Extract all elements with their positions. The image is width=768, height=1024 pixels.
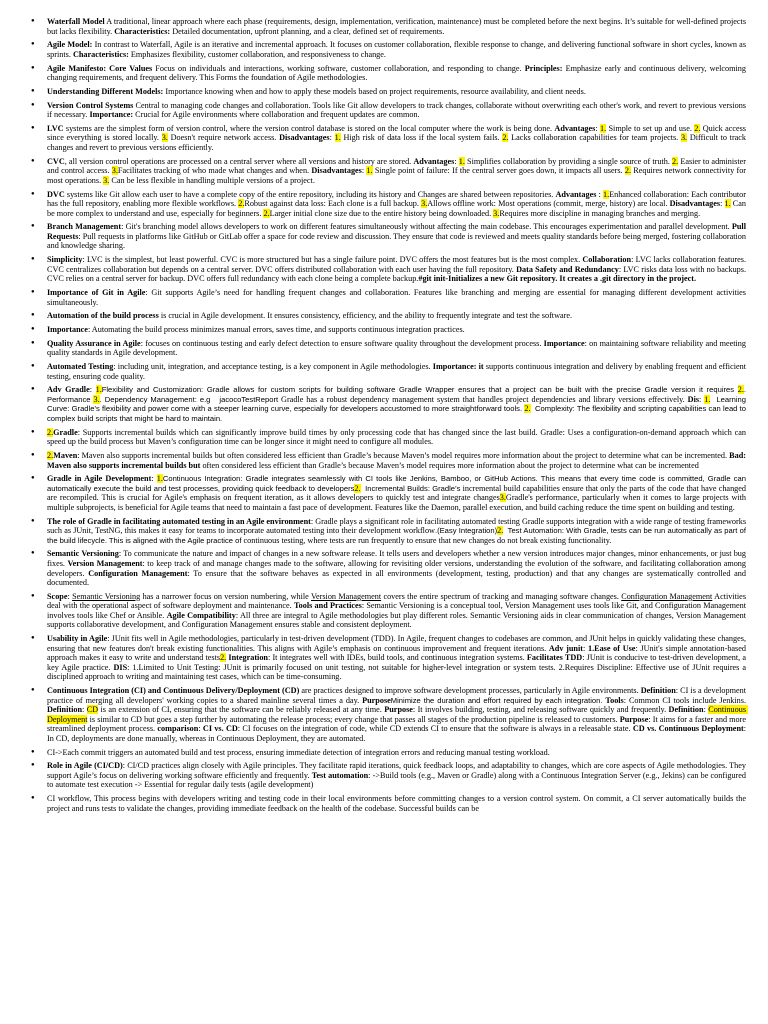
- body-text: Quick access since everything is stored locally.: [47, 123, 749, 143]
- body-text: : In CD, deployments are done manually, whereas in Continuous Deployment, they are automated.: [47, 724, 749, 743]
- body-text: Requires more discipline in managing branches and merging.: [499, 208, 701, 218]
- body-text: systems are the simplest form of version control, where the version control database is stored on the local computer where the work is being done.: [63, 123, 555, 133]
- bold-term: Purpose: [384, 705, 413, 715]
- body-text: : CI/CD practices align closely with Agile principles. They facilitate rapid iterations, quick feedback loops, and adaptability to changes, which are core aspects of Agile methodologies. They support Agile’s focus on delivering working software efficiently and frequently.: [47, 761, 749, 780]
- highlighted-text: 3.: [111, 166, 118, 176]
- highlighted-text: 1.: [724, 199, 731, 209]
- bold-term: Principles:: [524, 63, 563, 73]
- bold-term: Branch Management: [47, 222, 122, 232]
- highlighted-text: 1.: [334, 133, 341, 143]
- note-item: [47, 338, 749, 358]
- highlighted-text: 1.: [458, 156, 465, 166]
- body-text: CI workflow, This process begins with developers writing and testing code in their local environments before committing changes to a version control system. On commit, a CI server automatically builds the project and runs tests to validate the changes, providing immediate feedback on the health of the codebase. Successful builds can be: [47, 794, 749, 813]
- note-item: [47, 474, 749, 512]
- bold-term: Definition: [668, 705, 704, 715]
- body-text: Emphasizes flexibility, customer collaboration, and responsiveness to change.: [128, 49, 386, 59]
- bold-term: Gradle in Agile Development: [47, 474, 152, 484]
- highlighted-text: 2.: [502, 133, 509, 143]
- highlighted-text: 2.: [694, 123, 701, 133]
- bold-term: Importance: it: [432, 362, 484, 372]
- body-text: Requires network connectivity for most operations.: [47, 166, 749, 185]
- body-text: : 1.Limited to Unit Testing: JUnit is primarily focused on unit testing, not suitable for higher-level integration or system tests. 2.Requires Discipline: Effective use of JUnit requires a disciplined approach to writing and maintaining test cases, which can be time-consuming.: [47, 662, 749, 682]
- bold-term: Disadvantages: [311, 166, 362, 176]
- pasted-text: . Performance: [47, 385, 749, 404]
- note-item: [47, 255, 749, 284]
- highlighted-text: 1.: [602, 189, 610, 199]
- body-text: Facilitates tracking of who made what changes and when.: [117, 166, 312, 176]
- bold-term: Advantages: [554, 123, 596, 133]
- bold-term: Gradle: [53, 427, 78, 437]
- bold-term: Advantages: [413, 156, 455, 166]
- body-text: :: [67, 591, 73, 601]
- note-item: [47, 549, 749, 588]
- body-text: : to keep track of and manage changes made to the software, allowing for revisiting older versions, understanding the evolution of the software, and facilitating collaboration among developers.: [47, 559, 749, 578]
- bold-term: Tools: [605, 695, 624, 705]
- underlined-text: Configuration Management: [621, 591, 713, 601]
- bold-term: CI vs. CD: [202, 724, 238, 734]
- bold-term: comparison: [157, 724, 199, 734]
- bold-term: Importance: [543, 338, 585, 348]
- body-text: is similar to CD but goes a step further by automating the release process; every change that passes all stages of the production pipeline is released to customers.: [87, 714, 620, 724]
- highlighted-text: 2.: [220, 653, 227, 663]
- body-text: : Automating the build process minimizes manual errors, saves time, and supports continuous integration practices.: [87, 325, 465, 335]
- body-text: Simplifies collaboration by providing a single source of truth.: [464, 156, 673, 166]
- note-item: [47, 362, 749, 381]
- body-text: : JUnit fits well in Agile methodologies, particularly in test-driven development (TDD). In Agile, frequent changes to codebases are common, and JUnit helps in quickly validating these changes, ensuring that new features don't break existing functionalities. This aligns with Agile’s emphasis on continuous improvement and frequent iterations.: [47, 634, 749, 653]
- pasted-text: Continuous Integration: Gradle integrates seamlessly with CI tools like Jenkins, Bamboo, or GitHub Actions. This means that every time code is committed, Gradle can automatically execute the build and test processes, providing quick feedback to developers: [47, 474, 749, 493]
- body-text: : It aims for a faster and more streamlined deployment process.: [47, 714, 749, 734]
- highlighted-text: 2.: [497, 526, 504, 536]
- bold-term: Simplicity: [47, 255, 83, 265]
- note-item: [47, 17, 749, 36]
- highlighted-text: CD: [86, 705, 99, 715]
- bold-term: CVC: [47, 156, 65, 166]
- bold-term: Version Management: [67, 559, 143, 568]
- note-item: [47, 325, 746, 335]
- note-item: [47, 450, 749, 470]
- note-item: [47, 385, 749, 423]
- body-text: :: [454, 156, 459, 166]
- note-item: [47, 634, 749, 682]
- body-text: :: [151, 474, 157, 484]
- note-item: [47, 87, 746, 97]
- bold-term: Version Control Systems: [47, 100, 134, 110]
- highlighted-text: 2.: [238, 199, 245, 209]
- body-text: : Maven also supports incremental builds but often considered less efficient than Gradle’s because Maven’s model requires more information about the project to determine what can be incremented.: [77, 450, 730, 460]
- body-text: :: [89, 385, 96, 395]
- note-item: [47, 189, 749, 219]
- bold-term: Waterfall Model: [47, 17, 105, 26]
- body-text: Robust against data loss: Each clone is a full backup.: [244, 199, 422, 209]
- body-text: Central to managing code changes and collaboration. Tools like Git allow developers to track changes, collaborate without overwriting each other's work, and revert to previous versions if necessary.: [47, 100, 749, 120]
- body-text: : LVC lacks collaboration features. CVC centralizes collaboration but depends on a central server. DVC offers distributed collaboration with each user having the full repository.: [47, 255, 749, 274]
- bold-term: Importance of Git in Agile: [47, 288, 146, 297]
- highlighted-text: 3.: [161, 133, 168, 143]
- note-item: [47, 40, 749, 59]
- highlighted-text: 2.: [354, 483, 361, 493]
- highlighted-text: 1.: [366, 166, 373, 176]
- body-text: :: [595, 123, 600, 133]
- bold-term: Usability in Agile: [47, 634, 108, 644]
- bold-term: Automation of the build process: [47, 311, 159, 321]
- body-text: :: [703, 705, 709, 715]
- bold-term: Definition: [47, 705, 83, 715]
- bold-term: The role of Gradle in facilitating automated testing in an Agile environment: [47, 516, 311, 526]
- bold-term: Adv Gradle: [47, 385, 90, 395]
- pasted-text: .(Easy Integration): [434, 526, 498, 536]
- body-text: :: [720, 199, 725, 209]
- pasted-text: Flexibility and Customization: Gradle allows for custom scripts for building software Gradle Wrapper ensures that a project can be built with the precise Gradle version it requires: [101, 385, 738, 395]
- bold-term: Configuration Management: [88, 568, 188, 578]
- body-text: Focus on individuals and interactions, working software, customer collaboration, and responding to change.: [152, 63, 525, 73]
- highlighted-text: 2.: [672, 156, 679, 166]
- body-text: Doesn't require network access.: [167, 133, 280, 143]
- body-text: :: [596, 189, 603, 199]
- note-item: [47, 427, 749, 447]
- note-item: [47, 686, 751, 743]
- body-text: : Git's branching model allows developers to work on different features simultaneously without affecting the main codebase. This encourages experimentation and parallel development.: [121, 222, 732, 232]
- bold-term: Agile Model:: [47, 40, 93, 50]
- bold-term: Purpose: [619, 714, 649, 724]
- pasted-text: . Dependency Management: e.g jacocoTestReport: [99, 394, 279, 404]
- body-text: Simple to set up and use.: [606, 123, 695, 133]
- body-text: are practices designed to improve software development processes, particularly in Agile environments.: [299, 686, 641, 696]
- highlighted-text: 2.: [524, 404, 531, 414]
- body-text: : To communicate the nature and impact of changes in a new software release. It tells users and developers whether a new version introduces major changes, minor enhancements, or just bug fixes.: [47, 549, 749, 568]
- body-text: : on maintaining software reliability and meeting quality standards in Agile development.: [47, 338, 749, 358]
- bold-term: 1.Ease of Use: [587, 643, 636, 653]
- bold-term: Semantic Versioning: [47, 549, 119, 559]
- bold-term: Bad: Maven also supports incremental builds but: [47, 450, 749, 470]
- highlighted-text: 3.: [421, 199, 428, 209]
- body-text: Crucial for Agile environments where collaboration and frequent updates are common.: [133, 110, 420, 120]
- highlighted-text: 1.: [95, 385, 102, 395]
- body-text: : Common CI tools include Jenkins.: [623, 695, 749, 705]
- body-text: :: [361, 166, 367, 176]
- note-item: [47, 222, 749, 251]
- note-item: [47, 761, 749, 790]
- body-text: Single point of failure: If the central server goes down, it impacts all users.: [372, 166, 625, 176]
- body-text: High risk of data loss if the local system fails.: [340, 133, 503, 143]
- bold-term: LVC: [47, 123, 64, 133]
- body-text: : JUnit's simple annotation-based approach makes it easy to write and understand tests: [47, 643, 749, 663]
- bold-term: Test automation: [311, 770, 369, 780]
- body-text: Activities deal with the operational aspect of software deployment and maintenance.: [47, 591, 749, 611]
- body-text: supports continuous integration and delivery by enabling frequent and efficient testing, ensuring code quality.: [47, 362, 749, 381]
- bold-term: Facilitates TDD: [526, 653, 583, 663]
- bold-term: Dis: [687, 394, 700, 404]
- note-item: [47, 748, 746, 758]
- body-text: is an extension of CI, ensuring that the software can be reliably released at any time.: [98, 705, 385, 715]
- underlined-text: Version Management: [311, 591, 382, 601]
- bold-term: Collaboration: [582, 255, 632, 265]
- highlighted-text: 2.: [263, 208, 270, 218]
- body-text: : To ensure that the software behaves as expected in all environments (development, testing, production) and that any changes are systematically controlled and documented.: [47, 568, 749, 588]
- bold-term: Quality Assurance in Agile: [47, 338, 141, 348]
- note-item: [47, 63, 749, 83]
- pasted-text: Complexity: The flexibility and scripting capabilities can lead to complex build scripts that might be hard to maintain.: [47, 404, 749, 423]
- body-text: Gradle's performance, particularly when it comes to large projects with multiple subprojects, is beneficial for Agile teams that need to maintain a fast pace of development. Features like the Daemon, parallel execution, and build caching reduce the time spent on building and testing.: [47, 493, 749, 512]
- body-text: : including unit, integration, and acceptance testing, is a key component in Agile methodologies.: [113, 362, 433, 372]
- highlighted-text: 2.: [737, 385, 744, 395]
- body-text: : CI is a development practice of merging all developers' working copies to a shared mainline several times a day.: [47, 686, 751, 705]
- highlighted-text: 1.: [156, 474, 163, 484]
- highlighted-text: 2.: [47, 450, 54, 460]
- body-text: Allows offline work: Most operations (commit, merge, history) are local.: [427, 199, 670, 209]
- bold-term: DIS: [113, 662, 128, 672]
- body-text: continuous testing, where tests are run frequently to ensure that new changes do not break existing functionality.: [241, 535, 612, 545]
- body-text: : JUnit is conducive to test-driven development, a key Agile practice.: [47, 653, 749, 672]
- body-text: : Gradle plays a significant role in facilitating automated testing Gradle supports integration with a wide range of testing frameworks such as JUnit, TestNG, this makes it easy for teams to incorporate automated testing into their development workflow: [47, 516, 749, 536]
- body-text: Difficult to track changes and revert to previous versions efficiently.: [47, 133, 749, 152]
- highlighted-text: 3.: [499, 493, 506, 503]
- bold-term: Disadvantages: [669, 199, 721, 209]
- body-text: covers the entire spectrum of tracking and managing software changes.: [381, 591, 622, 601]
- body-text: : CI focuses on the integration of code, while CD extends CI to ensure that the software is always in a releasable state.: [237, 724, 633, 734]
- bold-term: CD vs. Continuous Deployment: [632, 724, 744, 734]
- bold-term: Continuous Integration (CI) and Continuous Delivery/Deployment (CD): [47, 686, 300, 696]
- bold-term: Role in Agile (CI/CD): [47, 761, 123, 771]
- highlighted-text: 3.: [680, 133, 688, 143]
- bold-term: Definition: [640, 686, 676, 696]
- bold-term: Characteristics:: [72, 49, 129, 59]
- body-text: Importance knowing when and how to apply these models based on project requirements, resource availability, and client needs.: [163, 86, 586, 96]
- bold-term: Automated Testing: [47, 362, 114, 372]
- highlighted-text: 2.: [624, 166, 631, 176]
- highlighted-text: Continuous Deployment: [47, 705, 749, 724]
- bold-term: Maven: [53, 450, 78, 460]
- bold-term: Adv junit: [548, 643, 583, 653]
- bold-term: Purpose: [362, 695, 391, 705]
- pasted-text: Test Automation: With Gradle, tests can be run automatically as part of the build lifecycle. This is aligned with the Agile practice of: [47, 526, 749, 545]
- note-item: [47, 156, 749, 186]
- body-text: has a narrower focus on version numbering, while: [140, 591, 311, 601]
- body-text: : Pull requests in platforms like GitHub or GitLab offer a space for code review and discussion. They ensure that code is reviewed and meets quality standards before being merged, fostering collaboration and knowledge sharing.: [47, 231, 749, 251]
- body-text: Lacks collaboration capabilities for team projects.: [508, 133, 681, 143]
- highlighted-text: 3.: [103, 175, 110, 185]
- body-text: :: [82, 705, 87, 715]
- body-text: often considered less efficient than Gradle’s because Maven’s model requires more information about the project to determine what can be incremented: [200, 460, 699, 470]
- bold-term: Tools and Practices: [293, 601, 362, 611]
- body-text: CI->Each commit triggers an automated build and test process, ensuring immediate detection of integration errors and reducing manual testing workload.: [47, 747, 550, 757]
- bold-term: Advantages: [555, 189, 597, 199]
- bold-term: Understanding Different Models:: [47, 86, 164, 96]
- body-text: Enhanced collaboration: Each contributor has the full repository, enabling more flexible workflows.: [47, 189, 749, 209]
- note-item: [47, 311, 746, 321]
- underlined-text: Semantic Versioning: [72, 591, 141, 601]
- note-item: [47, 288, 749, 307]
- body-text: Easier to administer and control access.: [47, 156, 749, 176]
- highlighted-text: 3.: [93, 394, 100, 404]
- note-item: [47, 794, 749, 813]
- body-text: Can be more complex to understand and use, especially for beginners.: [47, 199, 749, 218]
- bold-term: Scope: [47, 591, 68, 601]
- pasted-text: Minimize the duration and effort required by each integration.: [390, 695, 603, 705]
- highlighted-text: 3.: [493, 208, 500, 218]
- bold-term: DVC: [47, 189, 65, 199]
- body-text: , all version control operations are processed on a central server where all versions and history are stored.: [64, 156, 414, 166]
- body-text: :: [699, 394, 705, 404]
- pasted-text: Incremental Builds: Gradle’s: [360, 483, 461, 493]
- body-text: : All three are integral to Agile methodologies but play different roles. Semantic Versioning aids in clear communication of changes, Version Management supports collaborative development, and Configuration Management ensures stable and consistent deployment.: [47, 610, 749, 630]
- bold-term: Data Safety and Redundancy: [516, 264, 619, 274]
- body-text: : It involves building, testing, and releasing software quickly and frequently.: [412, 705, 669, 715]
- body-text: : focuses on continuous testing and early defect detection to ensure software quality throughout the development process.: [140, 338, 544, 348]
- bold-term: Importance: [47, 325, 88, 335]
- body-text: :: [329, 133, 335, 143]
- body-text: : LVC is the simplest, but least powerful. CVC is more structured but has a single failure point. DVC offers the most features but is the most complex.: [82, 255, 583, 265]
- bold-term: Disadvantages: [279, 133, 330, 143]
- body-text: : Semantic Versioning is a conceptual tool, Version Management uses tools like Git, and Configuration Management involves tools like Chef or Ansible.: [47, 601, 749, 620]
- bold-term: Integration: [228, 653, 268, 663]
- bold-term: Importance:: [89, 110, 134, 120]
- body-text: systems like Git allow each user to have a complete copy of the entire repository, including its history and Changes are shared between repositories.: [64, 189, 556, 199]
- bold-term: Characteristics:: [114, 26, 171, 36]
- body-text: :: [198, 724, 203, 734]
- body-text: Can be less flexible in handling multiple versions of a project.: [109, 175, 315, 185]
- bold-term: #git init-Initializes a new Git repository. It creates a .git directory in the project.: [418, 274, 697, 284]
- body-text: is crucial in Agile development. It ensures consistency, efficiency, and the ability to frequently integrate and test the software.: [158, 311, 573, 321]
- highlighted-text: 1.: [600, 123, 607, 133]
- note-item: [47, 100, 749, 120]
- body-text: : Git supports Agile’s need for handling frequent changes and collaboration. Features like branching and merging are essential for managing different development activities simultaneously.: [47, 288, 749, 307]
- body-text: A traditional, linear approach where each phase (requirements, design, implementation, verification, maintenance) must be completed before the next begins. It’s suitable for well-defined projects but lacks flexibility.: [47, 17, 749, 36]
- highlighted-text: 2.: [47, 427, 54, 437]
- note-item: [47, 591, 749, 630]
- note-item: [47, 123, 749, 153]
- highlighted-text: 1.: [704, 394, 711, 404]
- body-text: : It integrates well with IDEs, build tools, and continuous integration systems.: [267, 653, 527, 663]
- body-text: :: [582, 643, 588, 653]
- body-text: incremental build capabilities ensure that only the parts of the code that have changed are recompiled. This is crucial for Agile's emphasis on frequent iteration, as it allows developers to quickly test and integrate changes: [47, 483, 749, 503]
- body-text: Larger initial clone size due to the entire history being downloaded.: [269, 208, 494, 218]
- body-text: Emphasize early and continuous delivery, welcoming changing requirements, and frequent delivery. This Forms the foundation of Agile methodologies.: [47, 63, 749, 83]
- pasted-text: Learning Curve: Gradle’s flexibility and power come with a steeper learning curve, especially for developers accustomed to more straightforward tools.: [47, 394, 749, 414]
- body-text: : ->Build tools (e.g., Maven or Gradle) along with a Continuous Integration Server (e.g., Jekins) can be configured to automate test execution -> Essential for regular daily tests (agile development): [47, 770, 749, 790]
- body-text: : Supports incremental builds which can significantly improve build times by only processing code that has changed since the last build. Gradle: Uses a configuration-on-demand approach which can speed up the build process but Maven’s configuration time can be longer since it might need to configure all modules.: [47, 427, 749, 447]
- bold-term: Agile Compatibility: [166, 610, 236, 620]
- body-text: : LVC risks data loss with no backups. CVC relies on a central server for backup. DVC offers full redundancy with each clone being a complete backup.: [47, 264, 749, 284]
- body-text: Detailed documentation, upfront planning, and a clear, defined set of requirements.: [170, 26, 445, 36]
- body-text: Gradle has a robust dependency management system that handles project dependencies and library versions effectively.: [278, 394, 688, 404]
- bold-term: Agile Manifesto: Core Values: [47, 63, 153, 73]
- body-text: In contrast to Waterfall, Agile is an iterative and incremental approach. It focuses on customer collaboration, flexible response to change, and delivering functional software in short cycles, known as sprints.: [47, 40, 749, 59]
- note-item: [47, 516, 749, 546]
- bold-term: Pull Requests: [47, 222, 749, 241]
